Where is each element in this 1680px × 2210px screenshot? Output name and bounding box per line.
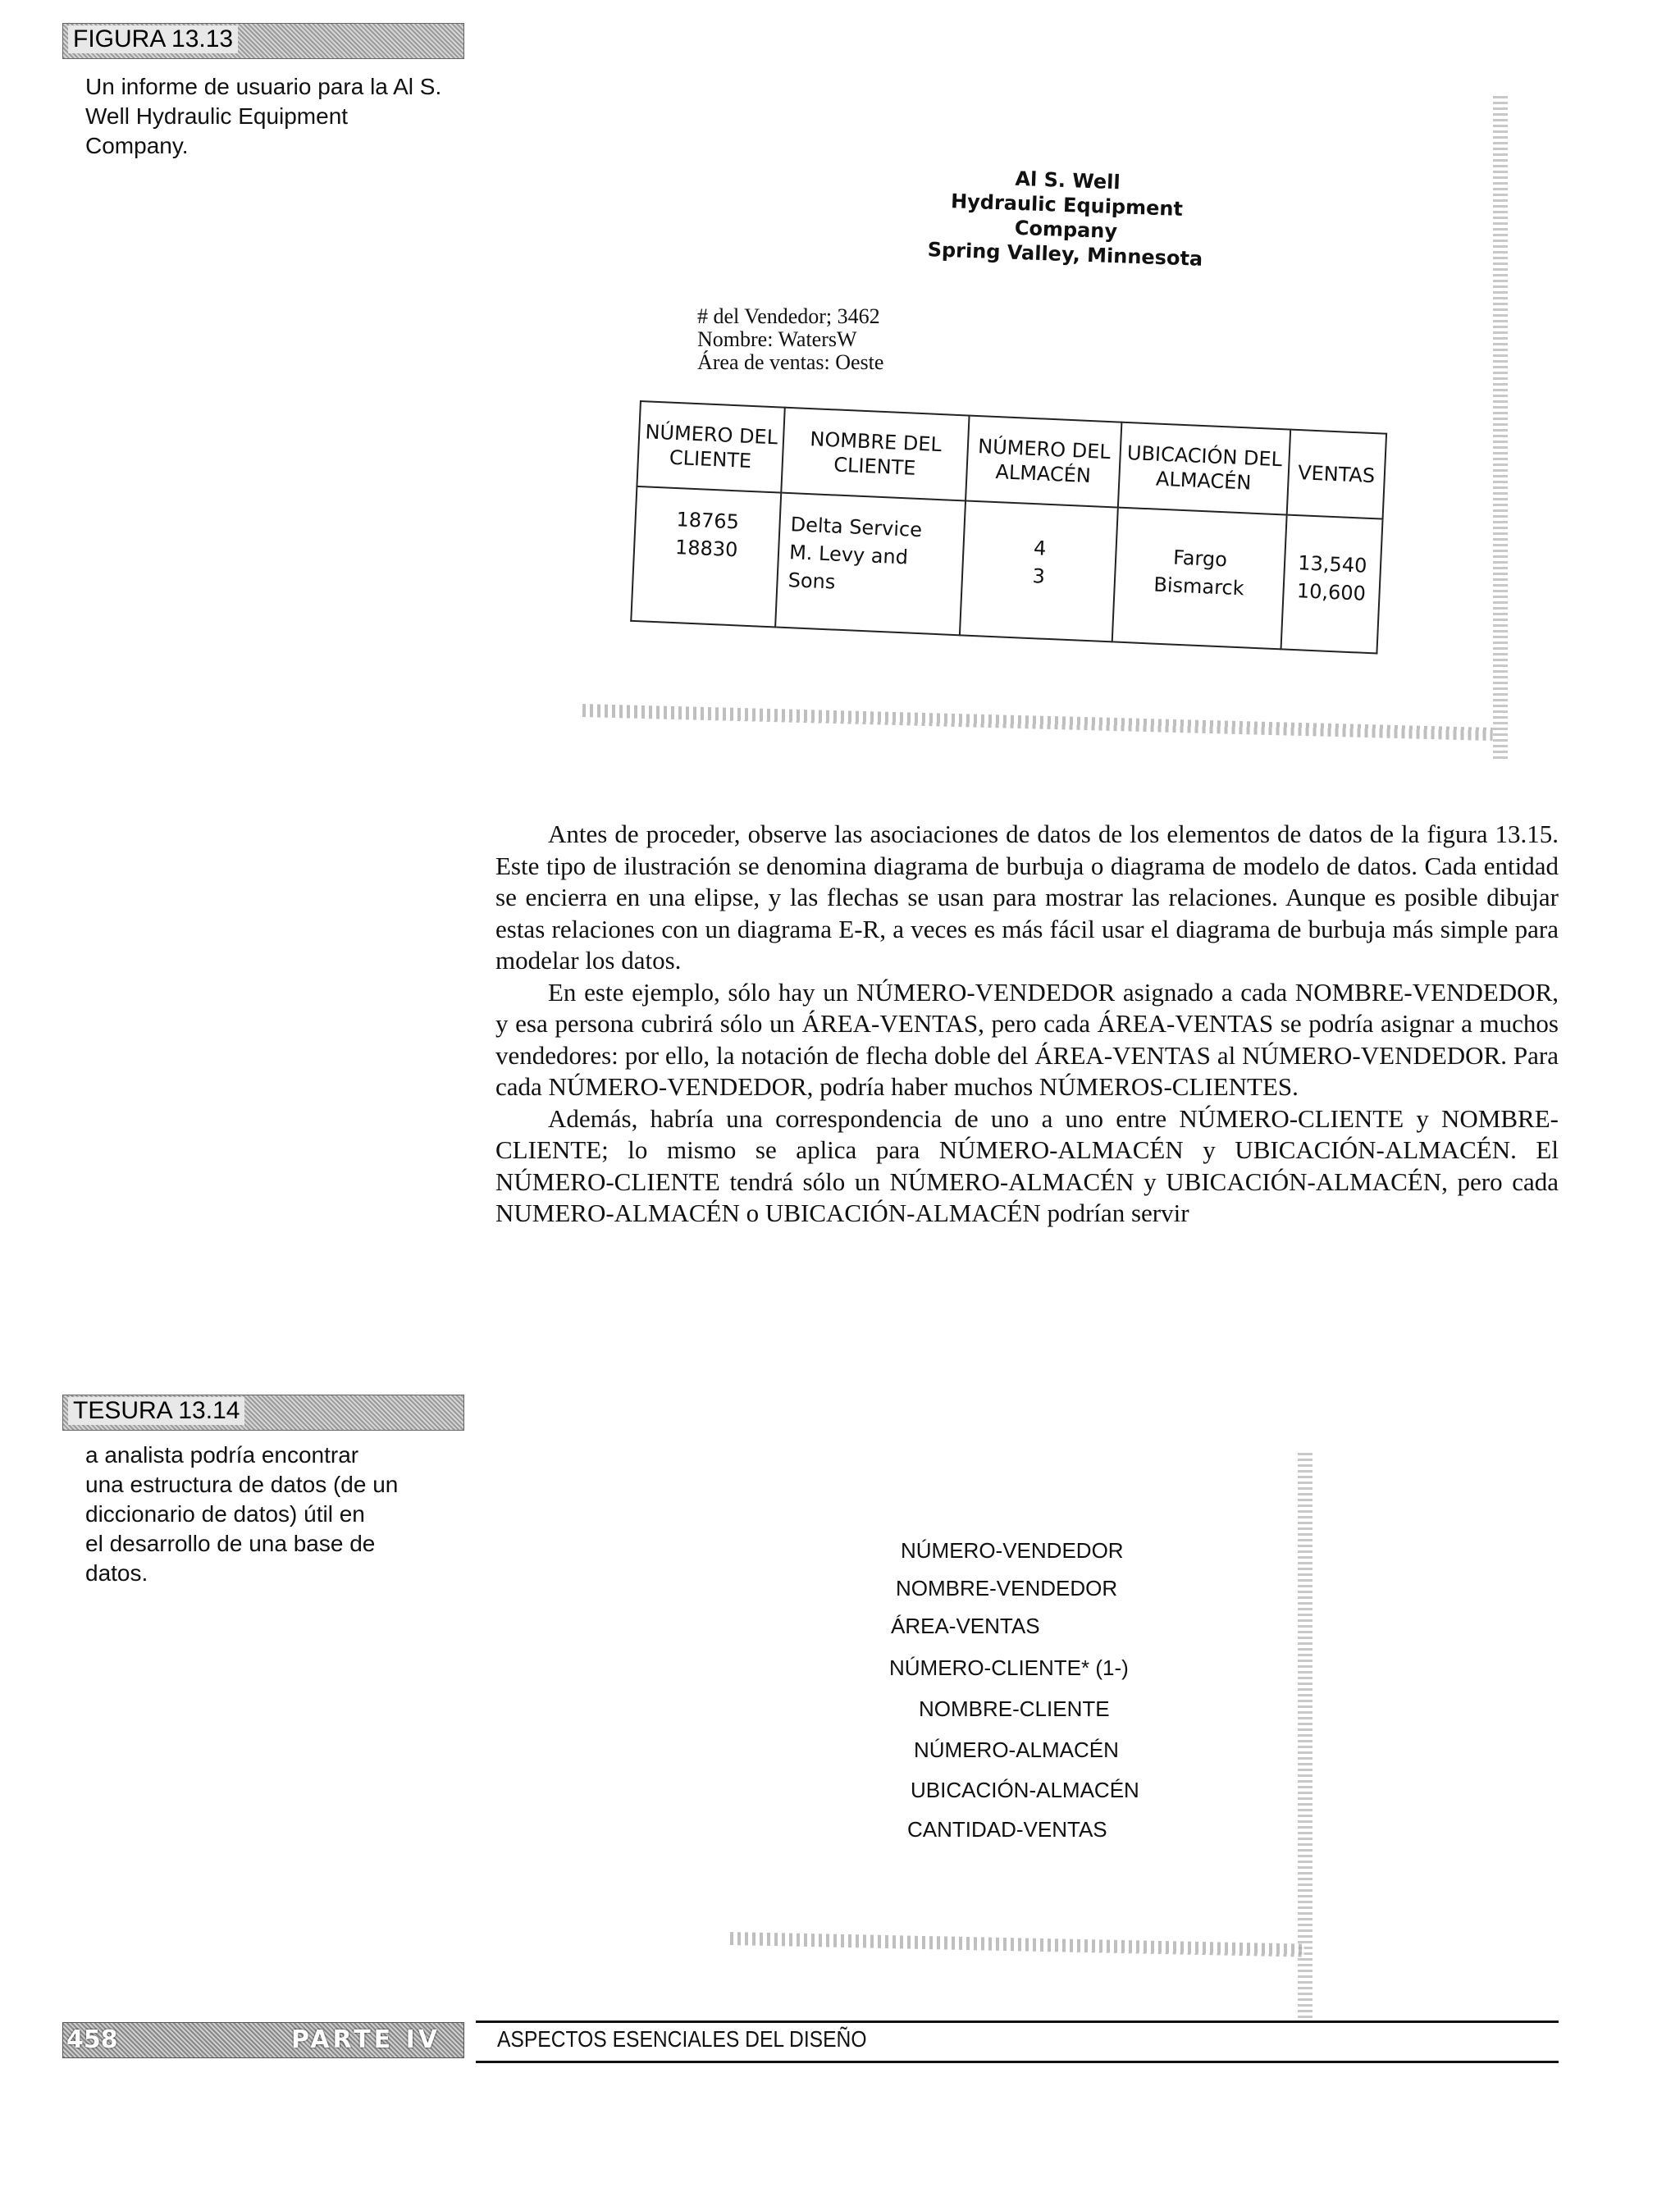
- vendor-name: Nombre: WatersW: [697, 327, 857, 351]
- table-cell: [631, 486, 781, 628]
- data-element: ÁREA-VENTAS: [891, 1614, 1040, 1638]
- figure-13-13-tag: [62, 23, 464, 59]
- company-header: [909, 162, 1224, 272]
- col-header-warehouse-number: NÚMERO DEL ALMACÉN: [966, 416, 1121, 508]
- warehouse-number: 3: [1031, 564, 1046, 588]
- customer-name: Delta Service: [790, 513, 923, 542]
- table-cell: [1281, 515, 1382, 654]
- col-header-warehouse-location: UBICACIÓN DEL ALMACÉN: [1118, 422, 1290, 515]
- data-element: NÚMERO-CLIENTE* (1-): [889, 1655, 1129, 1680]
- scan-edge-bottom: [582, 704, 1493, 741]
- sales-value: 13,540: [1297, 551, 1367, 578]
- scan-edge-right: [1493, 94, 1508, 759]
- figure-13-14-caption-line: diccionario de datos) útil en: [85, 1501, 365, 1527]
- table-cell: [1112, 508, 1286, 650]
- scan-edge-right: [1298, 1452, 1312, 2018]
- vendor-area: Área de ventas: Oeste: [697, 350, 884, 374]
- data-element: UBICACIÓN-ALMACÉN: [911, 1778, 1139, 1802]
- part-label: PARTE IV: [291, 2025, 441, 2054]
- body-paragraph: Además, habría una correspondencia de uno a uno entre NÚMERO-CLIENTE y NOMBRE-CLIENTE; lo mismo se aplica para NÚMERO-ALMACÉN y UBICACIÓN-ALMACÉN. El NÚMERO-CLIENTE tendrá sólo un NÚMERO-ALMACÉN y UBICACIÓN-ALMACÉN, pero cada NUMERO-ALMACÉN o UBICACIÓN-ALMACÉN podrían servir: [495, 1103, 1559, 1227]
- figure-13-14-tag: [62, 1395, 464, 1431]
- page-number: 458: [66, 2025, 118, 2054]
- vendor-number: # del Vendedor; 3462: [697, 304, 880, 328]
- body-paragraph: En este ejemplo, sólo hay un NÚMERO-VENDEDOR asignado a cada NOMBRE-VENDEDOR, y esa persona cubrirá sólo un ÁREA-VENTAS, pero cada ÁREA-VENTAS se podría asignar a muchos vendedores: por ello, la notación de flecha doble del ÁREA-VENTAS al NÚMERO-VENDEDOR. Para cada NÚMERO-VENDEDOR, podría haber muchos NÚMEROS-CLIENTES.: [495, 977, 1559, 1101]
- section-title: ASPECTOS ESENCIALES DEL DISEÑO: [497, 2026, 867, 2052]
- customer-name: M. Levy and Sons: [788, 541, 909, 594]
- figure-13-14-caption-line: a analista podría encontrar: [85, 1442, 359, 1468]
- customer-number: 18830: [674, 536, 739, 562]
- col-header-sales: VENTAS: [1286, 430, 1386, 519]
- body-paragraph: Antes de proceder, observe las asociaciones de datos de los elementos de datos de la figura 13.15. Este tipo de ilustración se denomina diagrama de burbuja o diagrama de modelo de datos. Cada entidad se encierra en una elipse, y las flechas se usan para mostrar las relaciones. Aunque es posible dibujar estas relaciones con un diagrama E-R, a veces es más fácil usar el diagrama de burbuja más simple para modelar los datos.: [495, 820, 1559, 975]
- company-name: Al S. Well: [1014, 167, 1121, 194]
- warehouse-location: Fargo: [1172, 546, 1228, 572]
- col-header-customer-number: NÚMERO DEL CLIENTE: [637, 401, 784, 493]
- body-text: [495, 819, 1559, 1230]
- col-header-customer-name: NOMBRE DEL CLIENTE: [781, 408, 969, 501]
- company-subtitle: Hydraulic Equipment Company: [950, 189, 1184, 244]
- data-element: NOMBRE-CLIENTE: [919, 1696, 1110, 1721]
- vendor-info: [697, 305, 883, 374]
- table-cell: [775, 493, 966, 636]
- data-element: NÚMERO-VENDEDOR: [901, 1538, 1124, 1563]
- data-element: NOMBRE-VENDEDOR: [896, 1576, 1118, 1600]
- footer-bar: [62, 2022, 464, 2058]
- warehouse-location: Bismarck: [1153, 573, 1245, 600]
- data-element: CANTIDAD-VENTAS: [907, 1817, 1107, 1842]
- figure-13-13-tag-label: FIGURA 13.13: [68, 25, 238, 53]
- figure-13-14-caption-line: una estructura de datos (de un: [85, 1472, 399, 1497]
- report-table-container: [630, 400, 1387, 655]
- figure-13-14-caption: [85, 1441, 446, 1588]
- warehouse-number: 4: [1033, 537, 1047, 560]
- scan-edge-bottom: [730, 1932, 1304, 1957]
- figure-13-14-tag-label: TESURA 13.14: [68, 1397, 244, 1425]
- footer-rule: [476, 2061, 1559, 2063]
- data-element: NÚMERO-ALMACÉN: [914, 1737, 1119, 1762]
- figure-13-14-caption-line: el desarrollo de una base de: [85, 1531, 376, 1556]
- figure-13-13-caption: Un informe de usuario para la Al S. Well Hydraulic Equipment Company.: [85, 74, 442, 158]
- table-cell: [960, 500, 1118, 642]
- footer-rule: [476, 2021, 1559, 2023]
- sales-value: 10,600: [1296, 579, 1367, 605]
- company-location: Spring Valley, Minnesota: [927, 238, 1203, 271]
- report-table: [630, 400, 1387, 655]
- figure-13-14-caption-line: datos.: [85, 1560, 148, 1586]
- customer-number: 18765: [675, 508, 740, 534]
